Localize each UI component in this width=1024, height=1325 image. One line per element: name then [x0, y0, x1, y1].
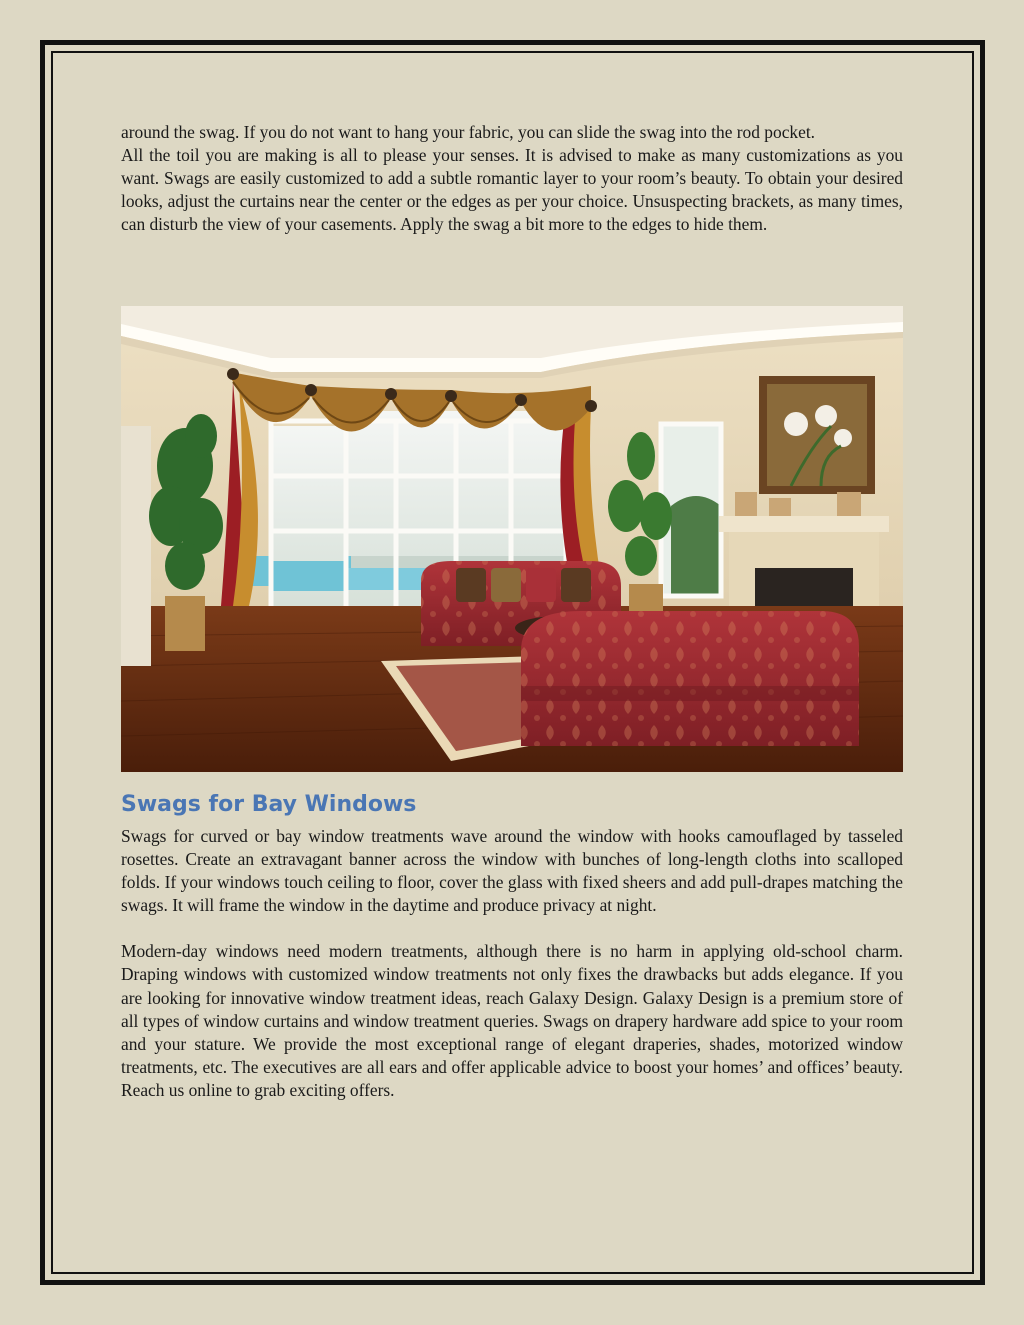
- section-paragraph-1: Swags for curved or bay window treatments wave around the window with hooks camouflaged by tasseled rosettes. Create an extravagant banner across the window with bunches of long-length cloths into scalloped folds. If your windows touch ceiling to floor, cover the glass with fixed sheers and add pull-drapes matching the swags. It will frame the window in the daytime and produce privacy at night.: [121, 826, 903, 916]
- pool-left-window: [271, 561, 346, 591]
- section-heading: Swags for Bay Windows: [121, 792, 417, 817]
- intro-paragraph-2: All the toil you are making is all to please your senses. It is advised to make as many customizations as you want. Swags are easily customized to add a subtle romantic layer to your room’s beauty. To obtain your desired looks, adjust the curtains near the center or the edges as per your choice. Unsuspecting brackets, as many times, can disturb the view of your casements. Apply the swag a bit more to the edges to hide them.: [121, 145, 903, 235]
- right-window-shrubs: [671, 496, 721, 596]
- mantel: [719, 516, 889, 532]
- left-planter: [165, 596, 205, 651]
- painting-canvas: [767, 384, 867, 486]
- section-text: [121, 825, 903, 1102]
- living-room-illustration: [121, 306, 903, 772]
- left-cabinet: [121, 426, 151, 666]
- section-paragraph-2: Modern-day windows need modern treatments, although there is no harm in applying old-school charm. Draping windows with customized window treatments not only fixes the drawbacks but adds elegance. If you are looking for innovative window treatment ideas, reach Galaxy Design. Galaxy Design is a premium store of all types of window curtains and window treatment queries. Swags on drapery hardware add spice to your room and your stature. We provide the most exceptional range of elegant draperies, shades, motorized window treatments, etc. The executives are all ears and offer applicable advice to boost your homes’ and offices’ beauty. Reach us online to grab exciting offers.: [121, 941, 903, 1100]
- paragraph-gap: [121, 917, 903, 940]
- living-room-photo: [121, 306, 903, 772]
- intro-text: [121, 121, 903, 236]
- intro-paragraph-1: around the swag. If you do not want to hang your fabric, you can slide the swag into the rod pocket.: [121, 122, 816, 142]
